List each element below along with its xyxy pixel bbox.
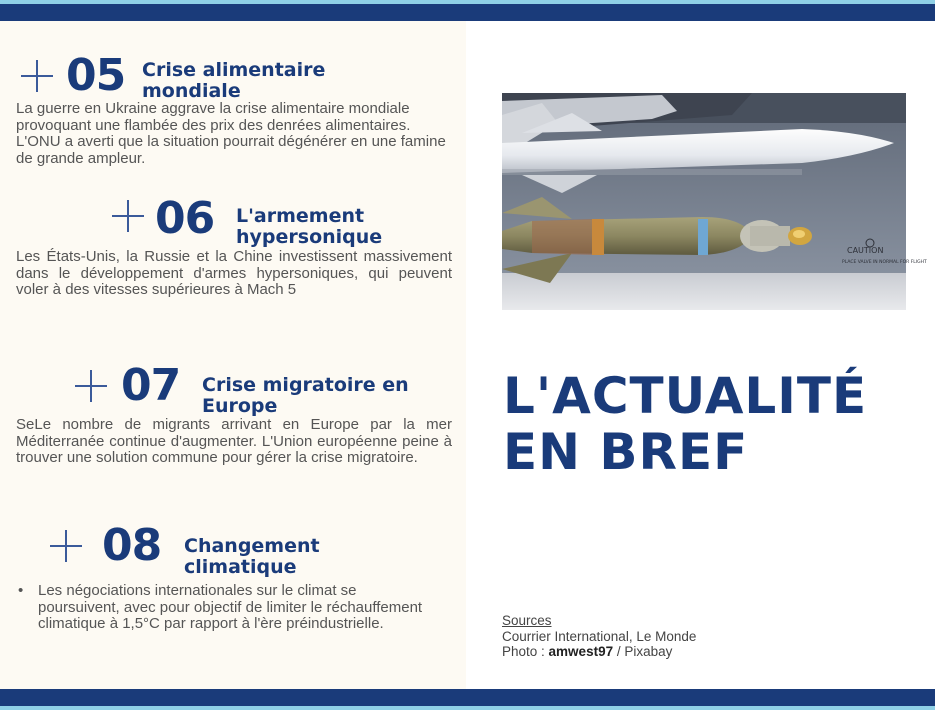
plus-icon bbox=[50, 530, 82, 562]
section-number: 05 bbox=[66, 50, 126, 101]
bottom-border-bar bbox=[0, 689, 935, 710]
section-title: Changement climatique bbox=[184, 535, 320, 578]
caution-decal-text: PLACE VALVE IN NORMAL FOR FLIGHT bbox=[842, 260, 927, 265]
caution-decal: CAUTION bbox=[847, 246, 884, 255]
section-bullet-list bbox=[38, 583, 438, 633]
section-number: 06 bbox=[155, 193, 215, 244]
photo-credit-prefix: Photo : bbox=[502, 644, 549, 659]
section-number: 08 bbox=[102, 520, 162, 571]
missile-photo bbox=[502, 93, 927, 310]
top-border-bar bbox=[0, 0, 935, 21]
photo-author: amwest97 bbox=[548, 644, 614, 659]
main-title bbox=[503, 368, 867, 480]
section-body: La guerre en Ukraine aggrave la crise alimentaire mondiale provoquant une flambée des prix des denrées alimentaires. L'ONU a averti que la situation pourrait dégénérer en une famine de grande ampleur. bbox=[16, 100, 446, 167]
main-title-line: L'ACTUALITÉ bbox=[503, 367, 868, 425]
section-body: Les États-Unis, la Russie et la Chine investissent massivement dans le développement d'armes hypersoniques, qui peuvent voler à des vitesses supérieures à Mach 5 bbox=[16, 248, 452, 298]
sources-list: Courrier International, Le Monde bbox=[502, 628, 697, 644]
plus-icon bbox=[21, 60, 53, 92]
main-title-line: EN BREF bbox=[503, 423, 749, 481]
section-title: Crise migratoire en Europe bbox=[202, 374, 409, 417]
plus-icon bbox=[75, 370, 107, 402]
section-body: SeLe nombre de migrants arrivant en Europe par la mer Méditerranée continue d'augmenter. L'Union européenne peine à trouver une solution commune pour gérer la crise migratoire. bbox=[16, 416, 452, 466]
sources-block bbox=[502, 613, 696, 660]
section-title: Crise alimentaire mondiale bbox=[142, 59, 326, 102]
section-bullet-item: • Les négociations internationales sur le climat se poursuivent, avec pour objectif de limiter le réchauffement climatique à 1,5°C par rapport à l'ère préindustrielle. bbox=[38, 583, 438, 633]
sources-label: Sources bbox=[502, 613, 552, 628]
section-number: 07 bbox=[121, 360, 181, 411]
plus-icon bbox=[112, 200, 144, 232]
photo-credit bbox=[502, 644, 696, 660]
section-title: L'armement hypersonique bbox=[236, 205, 383, 248]
photo-credit-suffix: / Pixabay bbox=[613, 644, 673, 659]
